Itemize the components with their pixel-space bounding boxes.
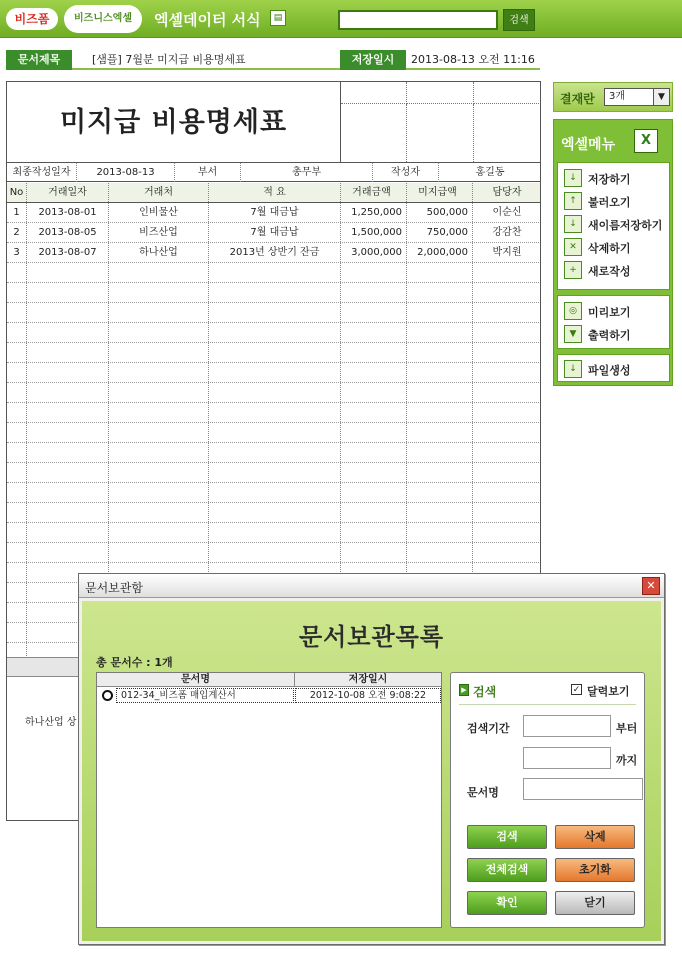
cell[interactable]: [341, 423, 407, 442]
cell[interactable]: [7, 463, 27, 482]
business-excel-logo[interactable]: 비즈니스엑셀: [64, 5, 142, 33]
cell[interactable]: [473, 503, 541, 522]
list-col-header: 저장일시: [348, 674, 388, 685]
cell[interactable]: [27, 503, 109, 522]
cell[interactable]: [473, 463, 541, 482]
cell[interactable]: [473, 343, 541, 362]
empty-table-row[interactable]: [7, 263, 541, 283]
to-suffix: 까지: [616, 754, 638, 767]
cell[interactable]: [7, 543, 27, 562]
period-to-input[interactable]: [523, 747, 611, 769]
cell[interactable]: [109, 403, 209, 422]
cell[interactable]: [7, 303, 27, 322]
cell[interactable]: [473, 523, 541, 542]
cell[interactable]: [109, 483, 209, 502]
cell[interactable]: [341, 263, 407, 282]
cell[interactable]: 2: [7, 223, 27, 242]
cell[interactable]: [341, 403, 407, 422]
menu-group-file: [557, 162, 670, 290]
top-search-button[interactable]: 검색: [503, 9, 535, 31]
list-item[interactable]: [97, 688, 441, 704]
list-col-header: 문서명: [97, 673, 295, 687]
cell[interactable]: [209, 303, 341, 322]
cell[interactable]: 500,000: [407, 203, 473, 222]
table-row[interactable]: [7, 243, 541, 263]
cell[interactable]: [109, 363, 209, 382]
divider: [459, 704, 636, 705]
cell[interactable]: [7, 623, 27, 642]
cell[interactable]: [407, 283, 473, 302]
cell[interactable]: [407, 463, 473, 482]
cell[interactable]: [341, 343, 407, 362]
cell[interactable]: [109, 463, 209, 482]
menu-item-label: 새로작성: [588, 265, 631, 278]
cell[interactable]: [407, 383, 473, 402]
cell[interactable]: [109, 503, 209, 522]
print-icon: ▼: [564, 325, 582, 343]
cell[interactable]: [109, 423, 209, 442]
approval-label: 결재란: [560, 92, 595, 106]
list-item-name[interactable]: 012-34_비즈폼 매입계산서: [116, 688, 294, 703]
cell[interactable]: [473, 443, 541, 462]
dept-value: 총무부: [241, 163, 373, 182]
cell[interactable]: [27, 463, 109, 482]
cell[interactable]: [341, 363, 407, 382]
cell[interactable]: [407, 363, 473, 382]
cell[interactable]: [341, 323, 407, 342]
grid-header: [7, 183, 541, 203]
cell[interactable]: [209, 323, 341, 342]
created-label: 최종작성일자: [7, 163, 77, 182]
calendar-checkbox[interactable]: ✓: [572, 685, 581, 695]
cell[interactable]: 2,000,000: [407, 243, 473, 262]
search-panel-title: 검색: [473, 685, 497, 699]
search-panel: [450, 672, 645, 928]
cell[interactable]: 박지원: [492, 247, 522, 258]
table-row[interactable]: [7, 203, 541, 223]
meta-row: [7, 162, 541, 182]
cell[interactable]: [407, 483, 473, 502]
docname-input[interactable]: [523, 778, 643, 800]
cell[interactable]: 이순신: [492, 207, 522, 218]
cell[interactable]: [407, 343, 473, 362]
file-create-icon: ↓: [564, 360, 582, 378]
select-radio[interactable]: [102, 690, 113, 701]
author-value: 홍길동: [475, 167, 505, 178]
cell[interactable]: 750,000: [407, 223, 473, 242]
cell[interactable]: [407, 503, 473, 522]
cell[interactable]: [341, 543, 407, 562]
preview-icon: ◎: [564, 302, 582, 320]
empty-table-row[interactable]: [7, 383, 541, 403]
cell[interactable]: [109, 303, 209, 322]
cell[interactable]: [341, 523, 407, 542]
cell[interactable]: [209, 383, 341, 402]
approval-selector: [553, 82, 673, 112]
excel-menu-title: 엑셀메뉴: [561, 137, 616, 153]
cell[interactable]: 비즈산업: [109, 223, 209, 242]
cell[interactable]: [407, 423, 473, 442]
col-header: No: [7, 183, 27, 202]
menu-item-label: 미리보기: [588, 306, 631, 319]
cell[interactable]: [209, 543, 341, 562]
approval-count-select[interactable]: [604, 88, 670, 106]
cell[interactable]: [7, 423, 27, 442]
empty-table-row[interactable]: [7, 323, 541, 343]
search-all-button[interactable]: 전체검색: [467, 858, 547, 882]
cell[interactable]: 7월 대금납: [209, 203, 341, 222]
menu-item-label: 새이름저장하기: [588, 219, 663, 232]
col-header: 거래처: [109, 183, 209, 202]
col-header: 적 요: [209, 183, 341, 202]
cell[interactable]: [341, 443, 407, 462]
cell[interactable]: [209, 343, 341, 362]
cell[interactable]: [109, 323, 209, 342]
period-from-input[interactable]: [523, 715, 611, 737]
list-header: [97, 673, 441, 687]
menu-group-export: [557, 354, 670, 382]
cell[interactable]: [341, 283, 407, 302]
empty-table-row[interactable]: [7, 403, 541, 423]
cell[interactable]: [109, 543, 209, 562]
reset-button[interactable]: 초기화: [555, 858, 635, 882]
cell[interactable]: [7, 583, 27, 602]
cell[interactable]: [341, 303, 407, 322]
cell[interactable]: [27, 543, 109, 562]
table-row[interactable]: [7, 223, 541, 243]
approval-count-value: 3개: [609, 91, 626, 102]
col-header: 거래금액: [341, 183, 407, 202]
cell[interactable]: 7월 대금납: [209, 223, 341, 242]
empty-table-row[interactable]: [7, 543, 541, 563]
top-header: [0, 0, 682, 38]
cell[interactable]: [473, 303, 541, 322]
cell[interactable]: [341, 463, 407, 482]
cell[interactable]: [209, 363, 341, 382]
bizform-logo[interactable]: 비즈폼: [6, 8, 58, 30]
sheet-note: 하나산업 상: [25, 717, 77, 728]
cell[interactable]: 2013-08-01: [27, 203, 109, 222]
cell[interactable]: 강감찬: [492, 227, 522, 238]
cell[interactable]: [209, 263, 341, 282]
empty-table-row[interactable]: [7, 423, 541, 443]
document-info-bar: [6, 50, 540, 70]
top-search-input[interactable]: [338, 10, 498, 30]
cell[interactable]: [407, 263, 473, 282]
empty-table-row[interactable]: [7, 283, 541, 303]
trash-icon: ✕: [564, 238, 582, 256]
cell[interactable]: [473, 363, 541, 382]
save-icon: ↓: [564, 169, 582, 187]
cell[interactable]: [341, 503, 407, 522]
cell[interactable]: [473, 543, 541, 562]
dialog-title: 문서보관함: [85, 581, 143, 595]
save-as-icon: ↓: [564, 215, 582, 233]
approval-grid: [341, 82, 541, 162]
from-suffix: 부터: [616, 722, 638, 735]
cell[interactable]: [27, 343, 109, 362]
cell[interactable]: [27, 323, 109, 342]
empty-table-row[interactable]: [7, 443, 541, 463]
dialog-titlebar[interactable]: [79, 574, 664, 598]
cell[interactable]: [7, 343, 27, 362]
cell[interactable]: [27, 303, 109, 322]
app-title: 엑셀데이터 서식: [154, 11, 261, 29]
cell[interactable]: [209, 523, 341, 542]
cell[interactable]: [209, 483, 341, 502]
col-header: 담당자: [492, 187, 522, 198]
cell[interactable]: [209, 423, 341, 442]
search-section-icon: ▶: [459, 684, 469, 696]
open-icon: ↑: [564, 192, 582, 210]
dialog-body: [82, 601, 661, 941]
menu-group-print: [557, 295, 670, 349]
cell[interactable]: [341, 483, 407, 502]
cell[interactable]: [473, 383, 541, 402]
cell[interactable]: 2013-08-05: [27, 223, 109, 242]
cell[interactable]: [209, 283, 341, 302]
close-button[interactable]: 닫기: [555, 891, 635, 915]
cell[interactable]: [27, 283, 109, 302]
cell[interactable]: [7, 443, 27, 462]
cell[interactable]: [7, 483, 27, 502]
doc-title-label: 문서제목: [6, 50, 72, 70]
cell[interactable]: 2013-08-07: [27, 243, 109, 262]
cell[interactable]: [473, 403, 541, 422]
cell[interactable]: [407, 443, 473, 462]
chevron-down-icon[interactable]: ▼: [653, 89, 669, 105]
cell[interactable]: [27, 523, 109, 542]
cell[interactable]: [27, 423, 109, 442]
empty-table-row[interactable]: [7, 363, 541, 383]
excel-icon: X: [634, 129, 658, 153]
cell[interactable]: [7, 523, 27, 542]
menu-item-label: 저장하기: [588, 173, 631, 186]
cell[interactable]: [473, 483, 541, 502]
cell[interactable]: [407, 543, 473, 562]
col-header: 거래일자: [27, 183, 109, 202]
cell[interactable]: [209, 503, 341, 522]
col-header: 미지급액: [407, 183, 473, 202]
new-document-icon: +: [564, 261, 582, 279]
calendar-checkbox-label[interactable]: 달력보기: [587, 685, 630, 698]
cell[interactable]: [7, 503, 27, 522]
cell[interactable]: 3: [7, 243, 27, 262]
cell[interactable]: [473, 263, 541, 282]
empty-table-row[interactable]: [7, 343, 541, 363]
cell[interactable]: [7, 323, 27, 342]
list-item-date[interactable]: 2012-10-08 오전 9:08:22: [295, 688, 441, 703]
cell[interactable]: [7, 283, 27, 302]
empty-table-row[interactable]: [7, 303, 541, 323]
cell[interactable]: 1,250,000: [341, 203, 407, 222]
delete-button[interactable]: 삭제: [555, 825, 635, 849]
cell[interactable]: [473, 283, 541, 302]
cell[interactable]: [27, 263, 109, 282]
cell[interactable]: [27, 383, 109, 402]
cell[interactable]: [109, 283, 209, 302]
docname-label: 문서명: [467, 786, 499, 799]
cell[interactable]: 1,500,000: [341, 223, 407, 242]
cell[interactable]: 하나산업: [109, 243, 209, 262]
cell[interactable]: [341, 383, 407, 402]
cell[interactable]: [109, 383, 209, 402]
document-list[interactable]: [96, 672, 442, 928]
cell[interactable]: [7, 403, 27, 422]
search-period-label: 검색기간: [467, 722, 510, 735]
cell[interactable]: [407, 523, 473, 542]
cell[interactable]: [209, 463, 341, 482]
cell[interactable]: [407, 303, 473, 322]
empty-table-row[interactable]: [7, 503, 541, 523]
ok-button[interactable]: 확인: [467, 891, 547, 915]
saved-value: 2013-08-13 오전 11:16: [411, 53, 535, 66]
cell[interactable]: [209, 403, 341, 422]
cell[interactable]: [109, 343, 209, 362]
menu-item-label: 파일생성: [588, 364, 631, 377]
cell[interactable]: [27, 483, 109, 502]
cell[interactable]: [7, 263, 27, 282]
empty-table-row[interactable]: [7, 463, 541, 483]
doc-title-value: [샘플] 7월분 미지급 비용명세표: [92, 53, 246, 66]
cell[interactable]: 인비물산: [109, 203, 209, 222]
cell[interactable]: 3,000,000: [341, 243, 407, 262]
empty-table-row[interactable]: [7, 523, 541, 543]
search-button[interactable]: 검색: [467, 825, 547, 849]
cell[interactable]: [209, 443, 341, 462]
sheet-title: 미지급 비용명세표: [7, 82, 341, 162]
excel-sheet-icon: ▤: [270, 10, 286, 26]
document-count: 총 문서수 : 1개: [96, 656, 173, 669]
cell[interactable]: [407, 323, 473, 342]
cell[interactable]: [27, 363, 109, 382]
cell[interactable]: [27, 403, 109, 422]
author-label: 작성자: [373, 163, 439, 182]
cell[interactable]: 2013년 상반기 잔금: [209, 243, 341, 262]
cell[interactable]: [473, 423, 541, 442]
cell[interactable]: [109, 443, 209, 462]
menu-item-label: 출력하기: [588, 329, 631, 342]
cell[interactable]: [109, 263, 209, 282]
cell[interactable]: [7, 383, 27, 402]
dept-label: 부서: [175, 163, 241, 182]
cell[interactable]: [109, 523, 209, 542]
document-archive-dialog: [78, 573, 665, 945]
menu-item-label: 불러오기: [588, 196, 631, 209]
saved-label: 저장일시: [340, 50, 406, 70]
close-icon[interactable]: ✕: [642, 577, 660, 595]
dialog-heading: 문서보관목록: [298, 623, 445, 651]
cell[interactable]: 1: [7, 203, 27, 222]
cell[interactable]: [407, 403, 473, 422]
cell[interactable]: [27, 443, 109, 462]
cell[interactable]: [7, 363, 27, 382]
cell[interactable]: [7, 603, 27, 622]
excel-menu-panel: [553, 119, 673, 386]
cell[interactable]: [473, 323, 541, 342]
empty-table-row[interactable]: [7, 483, 541, 503]
menu-item-label: 삭제하기: [588, 242, 631, 255]
created-value: 2013-08-13: [77, 163, 175, 182]
cell[interactable]: [7, 563, 27, 582]
